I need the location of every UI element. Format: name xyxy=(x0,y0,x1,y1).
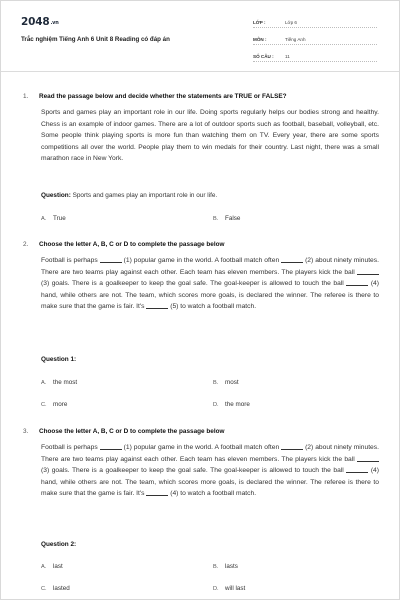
question-heading xyxy=(23,241,224,248)
meta-row-question-count xyxy=(253,48,377,62)
blank-5 xyxy=(146,489,168,496)
option-letter: D. xyxy=(213,402,219,408)
option-letter: B. xyxy=(213,216,219,222)
header-divider xyxy=(1,71,399,72)
option-text: lasted xyxy=(53,585,70,592)
option-a[interactable] xyxy=(41,215,66,222)
option-text: the more xyxy=(225,401,250,408)
option-letter: C. xyxy=(41,586,47,592)
option-a[interactable] xyxy=(41,379,77,386)
blank-4 xyxy=(346,466,368,473)
blank-2 xyxy=(281,256,303,263)
blank-5 xyxy=(146,302,168,309)
option-text: more xyxy=(53,401,68,408)
option-b[interactable] xyxy=(213,215,240,222)
blank-2 xyxy=(281,443,303,450)
option-letter: A. xyxy=(41,380,47,386)
page-header xyxy=(1,1,399,65)
question-label: Question: xyxy=(41,192,71,199)
passage-segment: Football is perhaps xyxy=(41,444,100,451)
option-text: True xyxy=(53,215,66,222)
blank-1 xyxy=(100,443,122,450)
option-text: most xyxy=(225,379,239,386)
question-instruction: Choose the letter A, B, C or D to complete the passage below xyxy=(39,428,225,435)
meta-key: LỚP : xyxy=(253,20,266,25)
question-number: 1. xyxy=(23,93,29,100)
question-heading xyxy=(23,428,224,435)
question-heading xyxy=(23,93,287,100)
option-d[interactable] xyxy=(213,585,245,592)
document-title: Trắc nghiệm Tiếng Anh 6 Unit 8 Reading có đáp án xyxy=(21,36,170,43)
option-letter: C. xyxy=(41,402,47,408)
blank-3 xyxy=(357,268,379,275)
option-letter: D. xyxy=(213,586,219,592)
logo-text: 2048 xyxy=(21,16,50,28)
option-text: lasts xyxy=(225,563,238,570)
passage-segment: Football is perhaps xyxy=(41,257,100,264)
question-statement xyxy=(41,192,217,199)
meta-row-subject xyxy=(253,31,377,45)
cloze-passage xyxy=(41,255,379,313)
option-a[interactable] xyxy=(41,563,63,570)
blank-1 xyxy=(100,256,122,263)
question-number: 3. xyxy=(23,428,29,435)
reading-passage: Sports and games play an important role in our life. Doing sports regularly helps our bodies strong and healthy. Chess is an example of indoor games. There are a lot of outdoor sports such as football, baseball, volleyball, etc. Some people think playing sports is more fun than watching them on TV. Every year, there are some sports competitions all over the world. People play them to win medals for their country. Last night, there was a small marathon race in New York. xyxy=(41,109,379,163)
passage-segment: (2) about ninety minutes. There are two teams play against each other. Each team has eleven members. The players kick the ball xyxy=(41,444,379,463)
logo-suffix: .vn xyxy=(50,20,59,26)
meta-value: 11 xyxy=(285,54,290,59)
passage-segment: (4) hand, while others are not. The team, which scores more goals, is declared the winner. The referee is there to make sure that the game is fair. It's xyxy=(41,467,380,498)
blank-3 xyxy=(357,455,379,462)
option-text: last xyxy=(53,563,63,570)
sub-question-label: Question 2: xyxy=(41,541,77,548)
option-letter: A. xyxy=(41,216,47,222)
meta-key: SỐ CÂU : xyxy=(253,54,274,59)
option-text: False xyxy=(225,215,241,222)
option-b[interactable] xyxy=(213,563,238,570)
passage-segment: (4) hand, while others are not. The team, which scores more goals, is declared the winner. The referee is there to make sure that the game is fair. It's xyxy=(41,280,380,311)
cloze-passage xyxy=(41,442,379,500)
question-instruction: Choose the letter A, B, C or D to complete the passage below xyxy=(39,241,225,248)
meta-row-grade xyxy=(253,14,377,28)
option-text: the most xyxy=(53,379,78,386)
blank-4 xyxy=(346,279,368,286)
option-letter: B. xyxy=(213,380,219,386)
passage-segment: (1) popular game in the world. A football match often xyxy=(121,257,282,264)
passage-segment: (3) goals. There is a goalkeeper to keep the goal safe. The goal-keeper is allowed to touch the ball xyxy=(41,280,347,288)
passage-segment: (5) to watch a football match. xyxy=(168,303,257,311)
option-d[interactable] xyxy=(213,401,250,408)
meta-value: Tiếng Anh xyxy=(285,37,306,42)
option-c[interactable] xyxy=(41,585,70,592)
meta-value: Lớp 6 xyxy=(285,20,297,25)
option-letter: A. xyxy=(41,564,47,570)
passage-segment: (3) goals. There is a goalkeeper to keep the goal safe. The goal-keeper is allowed to touch the ball xyxy=(41,467,347,475)
option-b[interactable] xyxy=(213,379,239,386)
option-text: will last xyxy=(225,585,246,592)
option-letter: B. xyxy=(213,564,219,570)
question-text: Sports and games play an important role in our life. xyxy=(72,192,218,199)
passage-segment: (1) popular game in the world. A football match often xyxy=(121,444,282,451)
passage-segment: (4) to watch a football match. xyxy=(168,490,257,498)
passage-segment: (2) about ninety minutes. There are two teams play against each other. Each team has eleven members. The players kick the ball xyxy=(41,257,379,276)
meta-table xyxy=(253,14,377,65)
option-c[interactable] xyxy=(41,401,67,408)
question-number: 2. xyxy=(23,241,29,248)
meta-key: MÔN : xyxy=(253,37,267,42)
sub-question-label: Question 1: xyxy=(41,356,77,363)
question-instruction: Read the passage below and decide whether the statements are TRUE or FALSE? xyxy=(39,93,287,100)
site-logo[interactable] xyxy=(21,16,59,28)
